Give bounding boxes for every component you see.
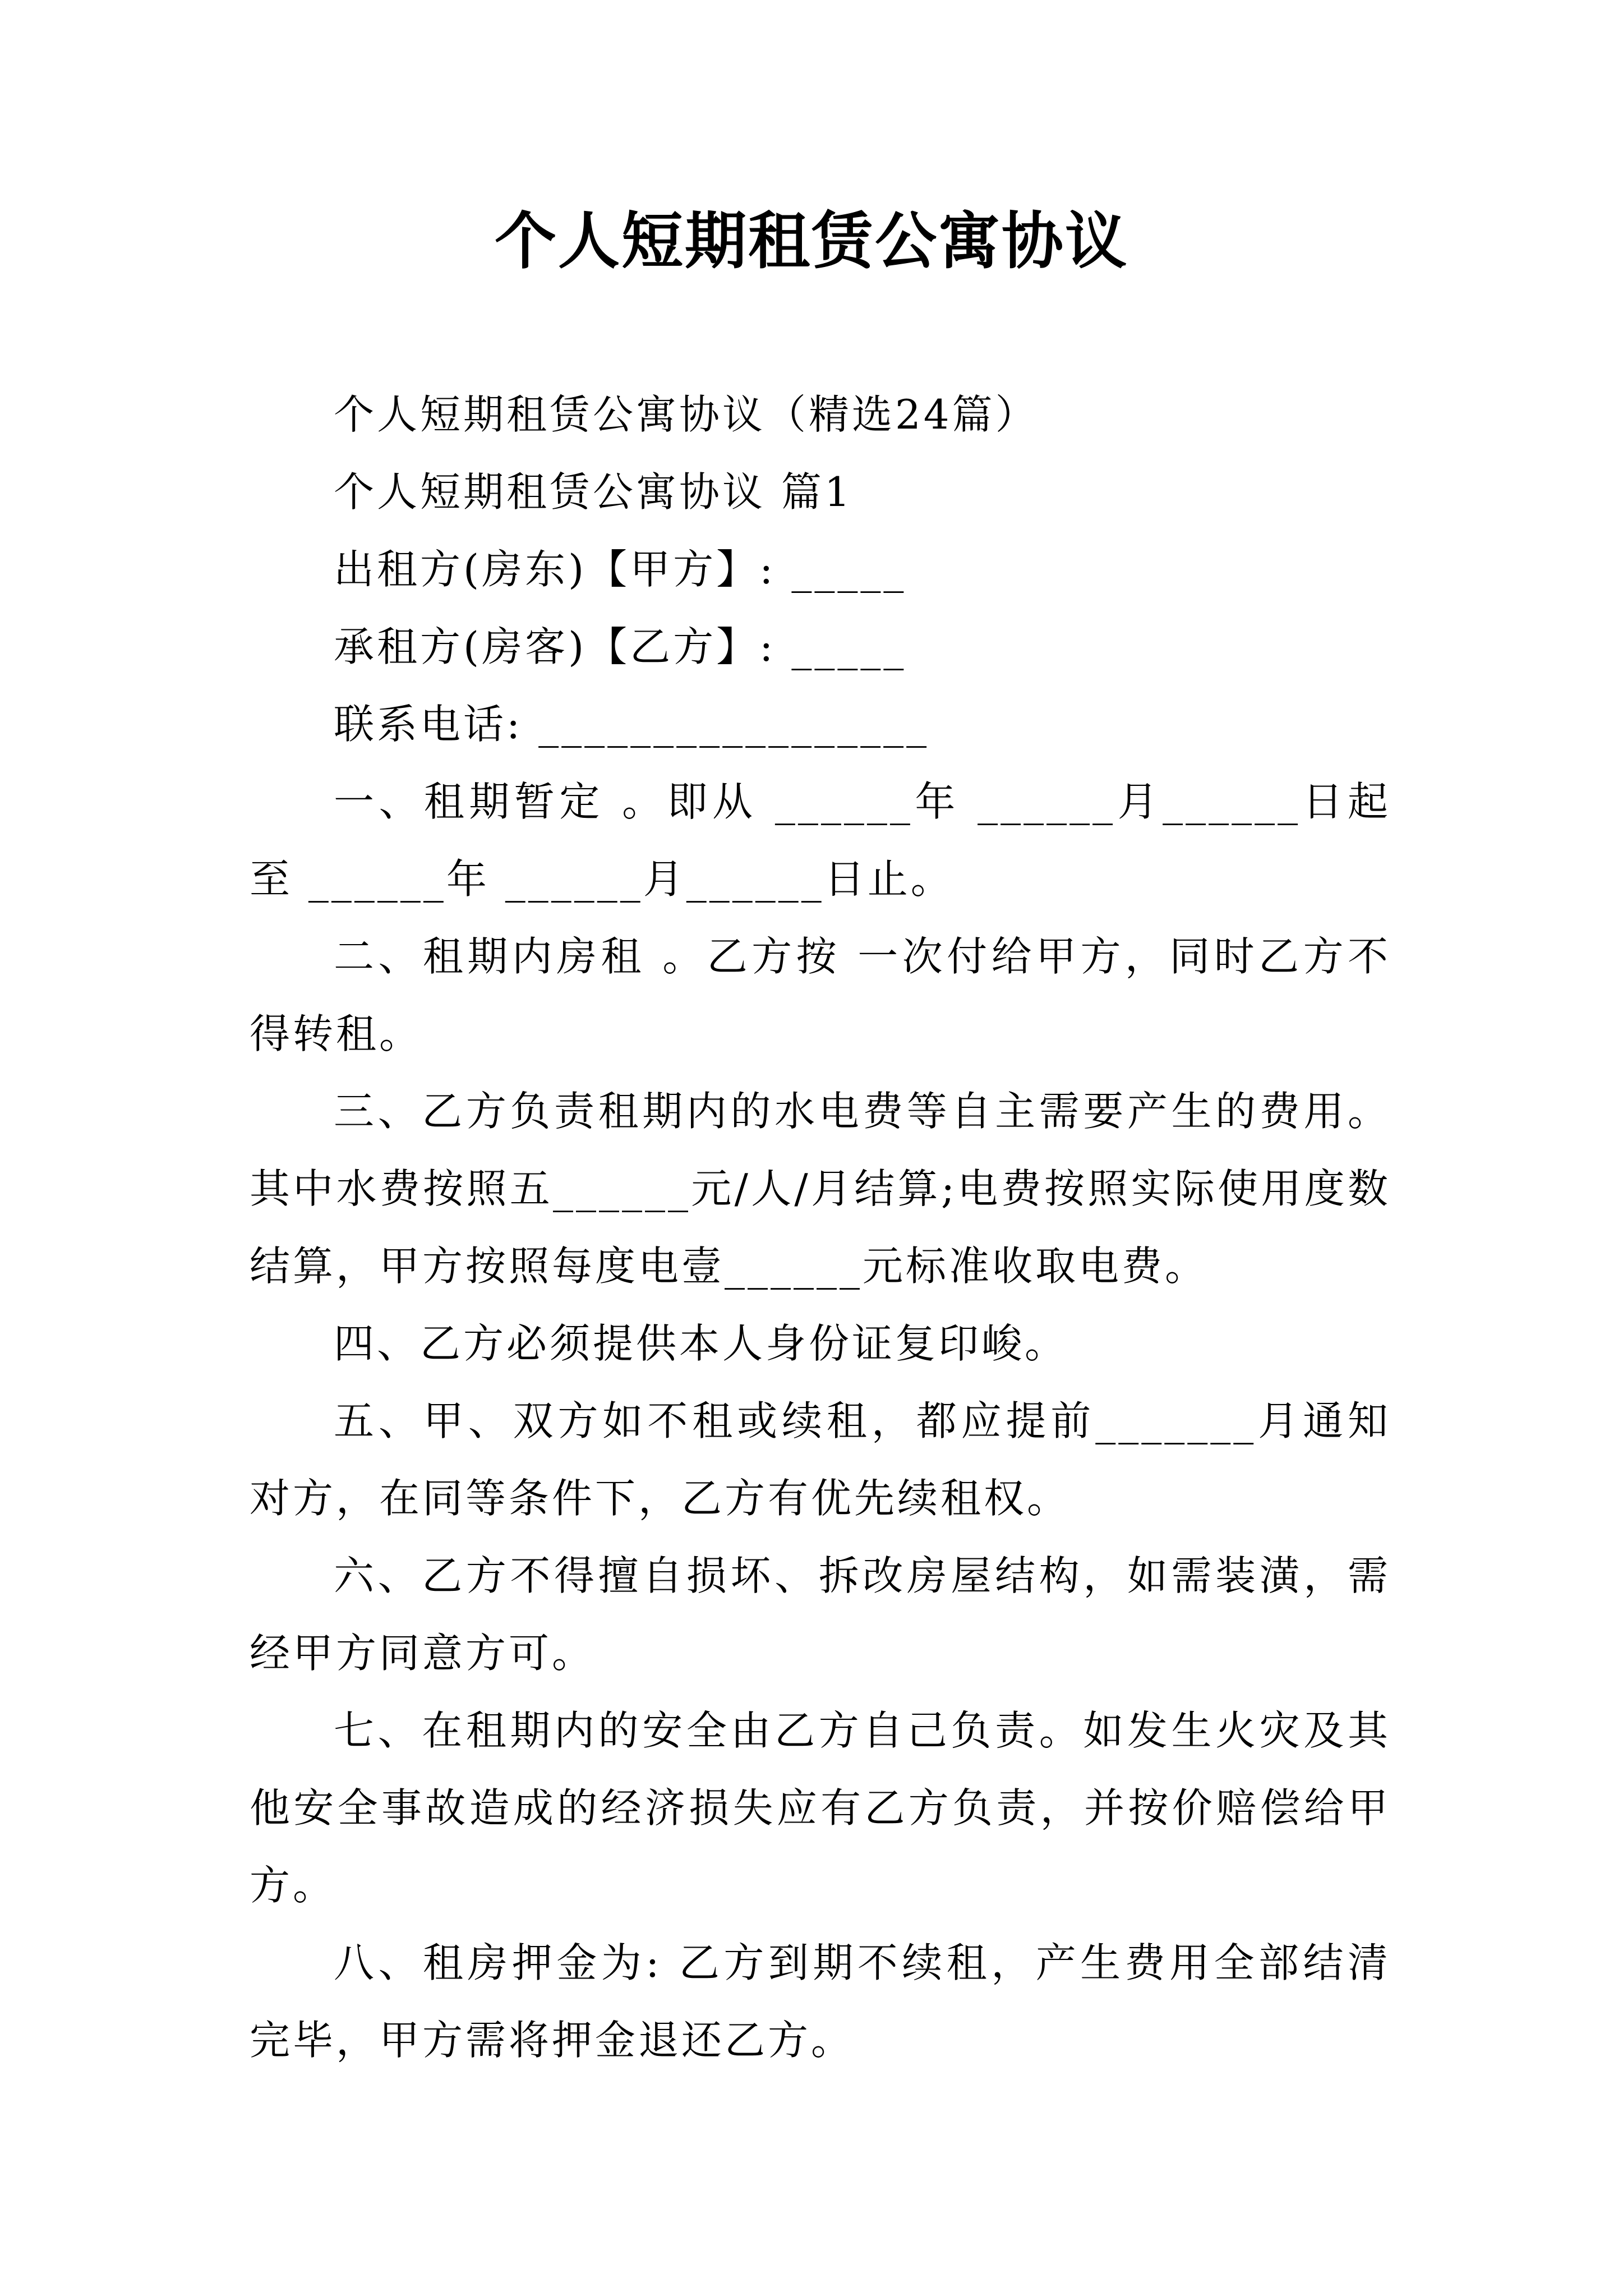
clause-5-renewal: 五、甲、双方如不租或续租，都应提前_______月通知对方，在同等条件下，乙方有优先续租权。 — [250, 1397, 1391, 1522]
document-body — [250, 376, 1391, 2079]
clause-2-rent: 二、租期内房租 。乙方按 一次付给甲方，同时乙方不得转租。 — [250, 933, 1391, 1057]
clause-6-structure: 六、乙方不得擅自损坏、拆改房屋结构，如需装潢，需经甲方同意方可。 — [250, 1552, 1391, 1677]
tenant-line: 承租方(房客)【乙方】: _____ — [334, 623, 907, 670]
article-heading: 个人短期租赁公寓协议 篇1 — [334, 468, 853, 516]
clause-4-id-copy: 四、乙方必须提供本人身份证复印峻。 — [334, 1320, 1068, 1367]
clause-8-deposit: 八、租房押金为: 乙方到期不续租，产生费用全部结清完毕，甲方需将押金退还乙方。 — [250, 1939, 1391, 2064]
clause-1-lease-term: 一、租期暂定 。即从 ______年 ______月______日起至 ______年 ______月______日止。 — [250, 778, 1391, 903]
clause-3-utilities: 三、乙方负责租期内的水电费等自主需要产生的费用。其中水费按照五______元/人/月结算;电费按照实际使用度数结算，甲方按照每度电壹______元标准收取电费。 — [250, 1088, 1391, 1290]
document-title: 个人短期租赁公寓协议 — [495, 205, 1128, 277]
phone-line: 联系电话: _________________ — [334, 701, 930, 748]
document-subtitle: 个人短期租赁公寓协议（精选24篇） — [334, 391, 1039, 438]
landlord-line: 出租方(房东)【甲方】: _____ — [334, 546, 907, 593]
clause-7-safety: 七、在租期内的安全由乙方自己负责。如发生火灾及其他安全事故造成的经济损失应有乙方负责，并按价赔偿给甲方。 — [250, 1707, 1391, 1909]
